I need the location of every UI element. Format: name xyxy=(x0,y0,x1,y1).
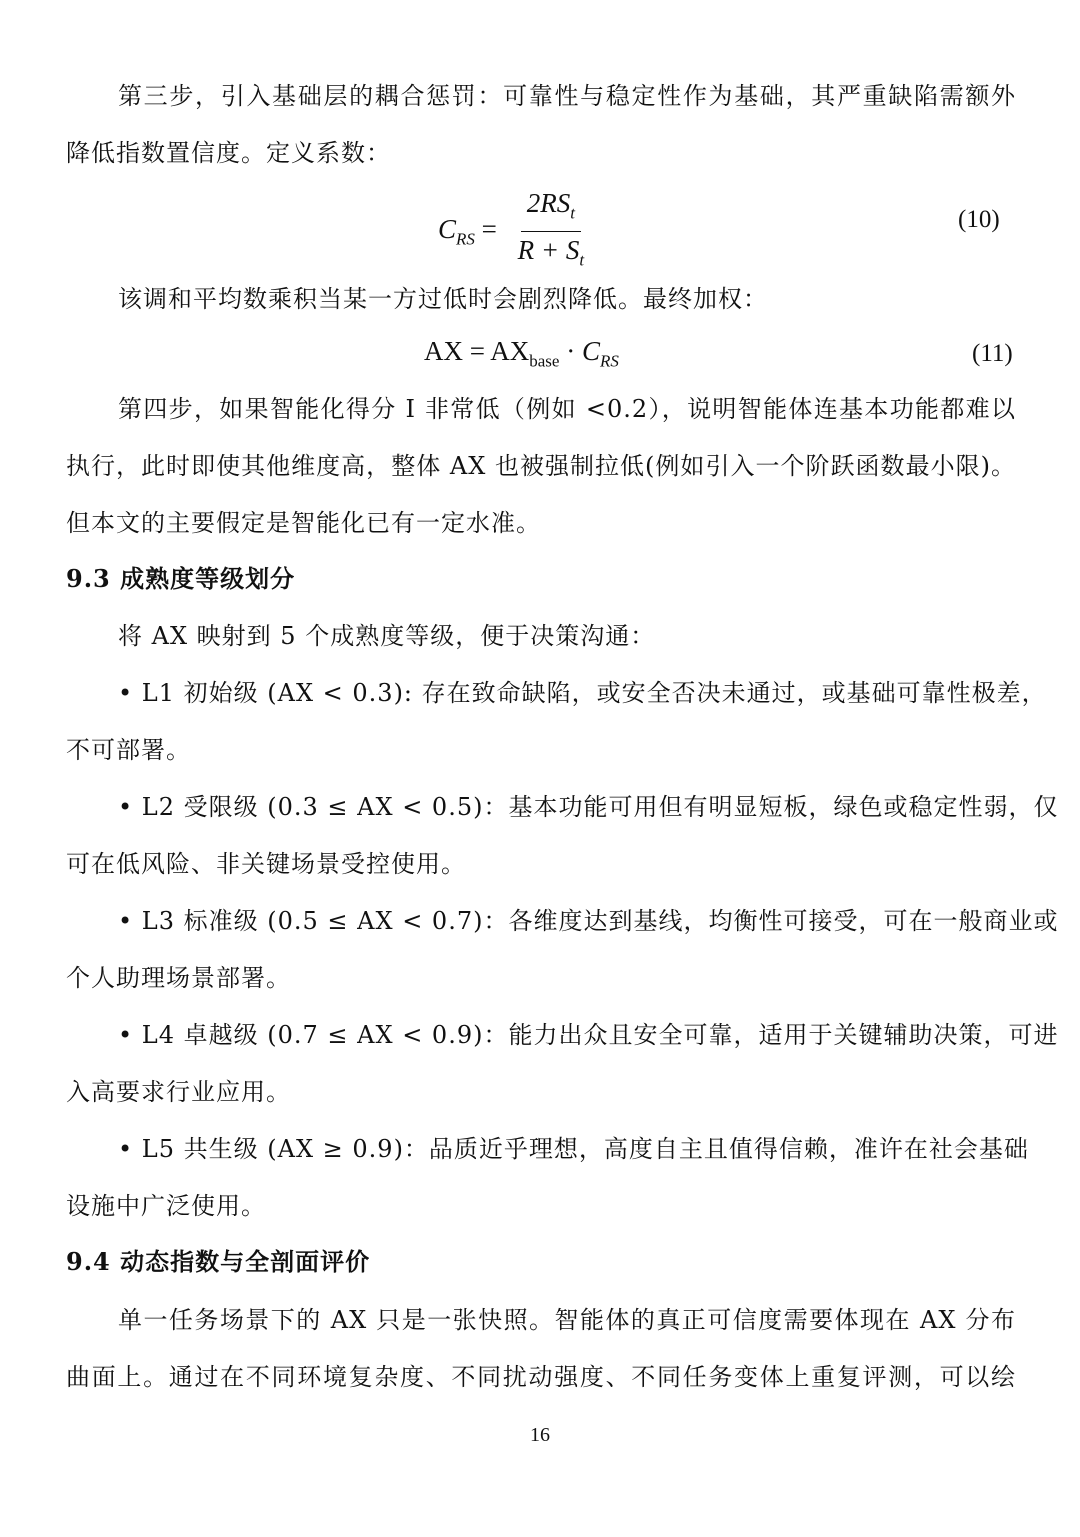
eq10-lhs-sub: RS xyxy=(456,229,475,249)
section-9-3-intro: 将 AX 映射到 5 个成熟度等级，便于决策沟通： xyxy=(118,622,656,650)
level-l5-line-2: 设施中广泛使用。 xyxy=(66,1192,266,1220)
level-l4-line-2: 入高要求行业应用。 xyxy=(66,1078,291,1106)
eq10-fraction xyxy=(512,188,590,276)
eq11-dot: · xyxy=(566,336,576,366)
level-l5-line-1: • L5 共生级 (AX ≥ 0.9)：品质近乎理想，高度自主且值得信赖，准许在社会基础 xyxy=(118,1135,1029,1163)
eq11-lhs: AX xyxy=(424,336,463,366)
step4-line-3: 但本文的主要假定是智能化已有一定水准。 xyxy=(66,509,541,537)
section-9-4-heading: 9.4 动态指数与全剖面评价 xyxy=(66,1247,371,1276)
step4-line-1: 第四步，如果智能化得分 I 非常低（例如 <0.2），说明智能体连基本功能都难以 xyxy=(118,395,1016,423)
equation-10 xyxy=(438,188,590,276)
level-l1-line-2: 不可部署。 xyxy=(66,736,191,764)
step3-line-2: 降低指数置信度。定义系数： xyxy=(66,139,391,167)
eq11-equals: = xyxy=(469,336,485,366)
eq10-lhs: C xyxy=(438,214,457,245)
section-9-4-line-1: 单一任务场景下的 AX 只是一张快照。智能体的真正可信度需要体现在 AX 分布 xyxy=(118,1306,1016,1334)
page-number: 16 xyxy=(530,1424,550,1446)
level-l3-line-1: • L3 标准级 (0.5 ≤ AX < 0.7)：各维度达到基线，均衡性可接受，可在一般商业或 xyxy=(118,907,1059,935)
level-l1-line-1: • L1 初始级 (AX < 0.3): 存在致命缺陷，或安全否决未通过，或基础可靠性极差， xyxy=(118,679,1047,707)
eq10-numerator: $2RS_t$ xyxy=(521,188,581,232)
eq10-equals: = xyxy=(481,214,497,245)
equation-11 xyxy=(424,336,619,371)
eq11-c-sub: RS xyxy=(599,351,619,371)
equation-10-number: (10) xyxy=(958,206,1000,233)
section-9-3-heading: 9.3 成熟度等级划分 xyxy=(66,564,296,593)
level-l2-line-2: 可在低风险、非关键场景受控使用。 xyxy=(66,850,466,878)
section-9-4-line-2: 曲面上。通过在不同环境复杂度、不同扰动强度、不同任务变体上重复评测，可以绘 xyxy=(66,1363,1016,1391)
eq11-rhs-sub: base xyxy=(529,351,560,371)
step4-line-2: 执行，此时即使其他维度高，整体 AX 也被强制拉低(例如引入一个阶跃函数最小限)。 xyxy=(66,452,1016,480)
level-l4-line-1: • L4 卓越级 (0.7 ≤ AX < 0.9)：能力出众且安全可靠，适用于关键辅助决策，可进 xyxy=(118,1021,1059,1049)
harmonic-note: 该调和平均数乘积当某一方过低时会剧烈降低。最终加权： xyxy=(118,285,768,313)
step3-line-1: 第三步，引入基础层的耦合惩罚：可靠性与稳定性作为基础，其严重缺陷需额外 xyxy=(118,82,1016,110)
level-l2-line-1: • L2 受限级 (0.3 ≤ AX < 0.5)：基本功能可用但有明显短板，绿色或稳定性弱，仅 xyxy=(118,793,1059,821)
eq11-c: C xyxy=(581,336,600,366)
eq11-rhs: AX xyxy=(490,336,530,366)
eq10-denominator: $R + S_t$ xyxy=(517,235,585,270)
level-l3-line-2: 个人助理场景部署。 xyxy=(66,964,291,992)
equation-11-number: (11) xyxy=(972,340,1013,367)
